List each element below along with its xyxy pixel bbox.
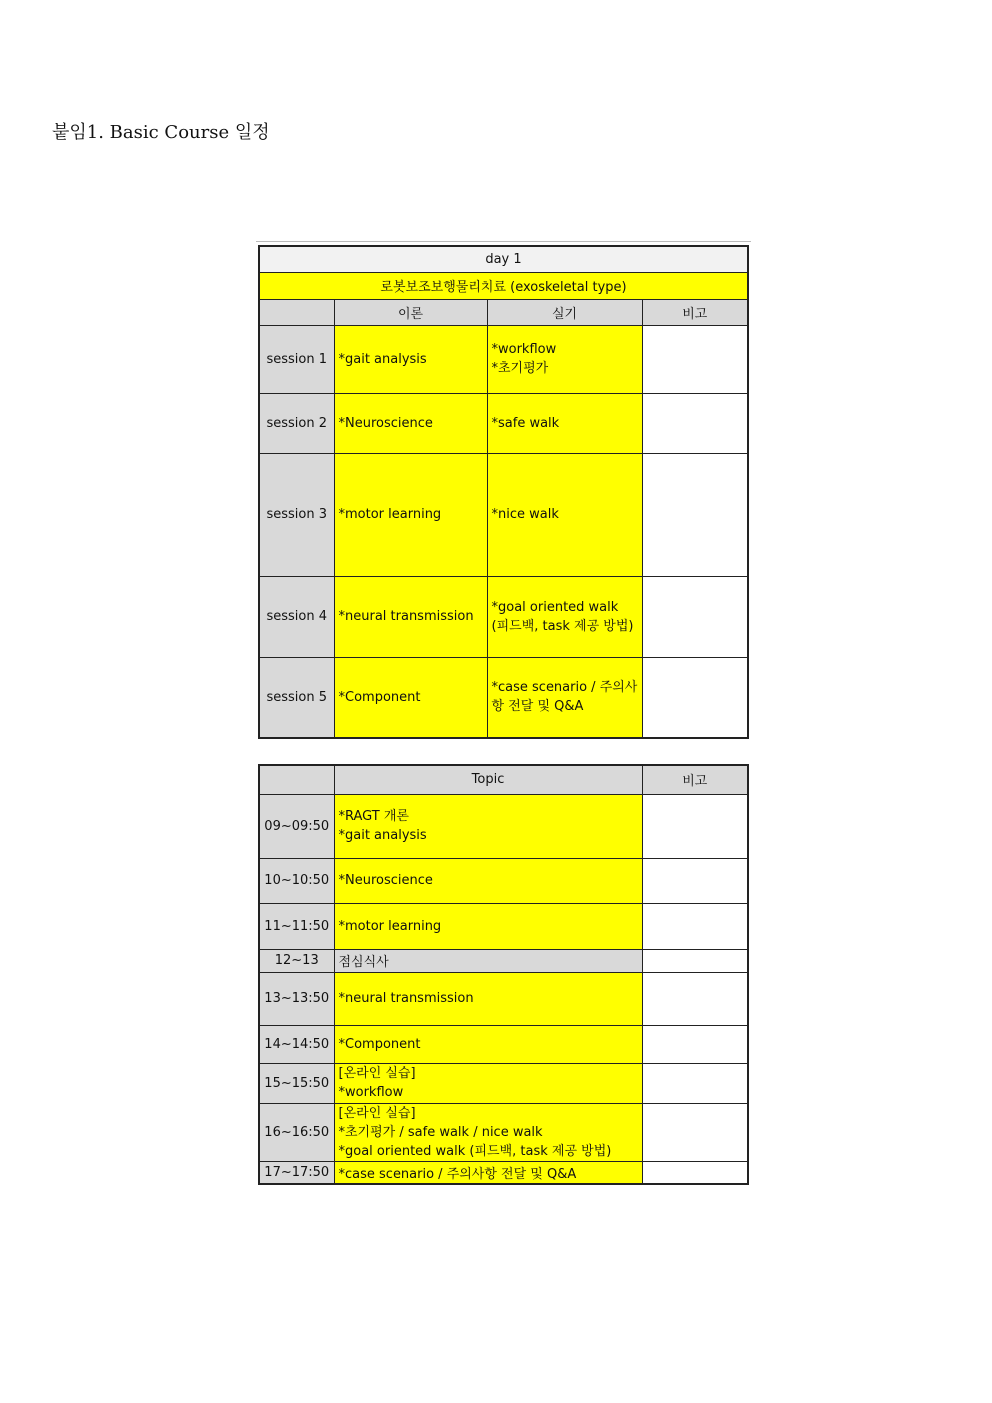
practice-cell — [487, 325, 642, 393]
session-label: session 2 — [259, 393, 334, 453]
practice-line: (피드백, task 제공 방법) — [491, 618, 634, 634]
topic-line: *goal oriented walk (피드백, task 제공 방법) — [338, 1143, 612, 1159]
time-row — [259, 1103, 748, 1161]
topic-line: [온라인 실습] — [338, 1105, 416, 1121]
theory-cell: *gait analysis — [334, 325, 487, 393]
topic-line: *gait analysis — [338, 828, 427, 843]
topic-cell — [334, 1103, 642, 1161]
theory-cell: *motor learning — [334, 453, 487, 576]
divider — [256, 241, 751, 242]
day-label: day 1 — [259, 246, 748, 272]
practice-line: 항 전달 및 Q&A — [491, 699, 584, 715]
session-row — [259, 453, 748, 576]
time-row — [259, 858, 748, 903]
note-cell — [642, 903, 748, 949]
note-cell — [642, 453, 748, 576]
day-row — [259, 246, 748, 272]
session-label: session 4 — [259, 576, 334, 657]
time-label: 13~13:50 — [259, 972, 334, 1025]
topic-line: *RAGT 개론 — [338, 809, 409, 824]
time-row — [259, 903, 748, 949]
topic-cell: *case scenario / 주의사항 전달 및 Q&A — [334, 1161, 642, 1184]
header-row — [259, 299, 748, 325]
theory-cell: *Component — [334, 657, 487, 738]
time-label: 15~15:50 — [259, 1063, 334, 1103]
practice-cell: *nice walk — [487, 453, 642, 576]
time-label: 16~16:50 — [259, 1103, 334, 1161]
note-cell — [642, 325, 748, 393]
session-row — [259, 657, 748, 738]
day-schedule-table — [258, 245, 749, 739]
note-cell — [642, 576, 748, 657]
header-topic: Topic — [334, 765, 642, 794]
time-row — [259, 972, 748, 1025]
header-note: 비고 — [642, 299, 748, 325]
practice-line: *goal oriented walk — [491, 599, 619, 615]
time-row — [259, 1161, 748, 1184]
topic-cell — [334, 794, 642, 858]
time-label: 12~13 — [259, 949, 334, 972]
session-label: session 3 — [259, 453, 334, 576]
note-cell — [642, 972, 748, 1025]
subtitle-row — [259, 272, 748, 299]
topic-cell: *Neuroscience — [334, 858, 642, 903]
note-cell — [642, 794, 748, 858]
topic-cell: *motor learning — [334, 903, 642, 949]
practice-cell — [487, 657, 642, 738]
time-label: 17~17:50 — [259, 1161, 334, 1184]
note-cell — [642, 949, 748, 972]
document-title: 붙임1. Basic Course 일정 — [52, 122, 270, 143]
time-row — [259, 1063, 748, 1103]
time-row — [259, 949, 748, 972]
course-subtitle: 로봇보조보행물리치료 (exoskeletal type) — [259, 272, 748, 299]
note-cell — [642, 858, 748, 903]
session-row — [259, 393, 748, 453]
topic-cell — [334, 1063, 642, 1103]
practice-cell: *safe walk — [487, 393, 642, 453]
session-label: session 1 — [259, 325, 334, 393]
time-schedule-table — [258, 764, 749, 1185]
topic-cell: *neural transmission — [334, 972, 642, 1025]
topic-cell: 점심식사 — [334, 949, 642, 972]
practice-line: *초기평가 — [491, 361, 549, 376]
note-cell — [642, 657, 748, 738]
topic-cell: *Component — [334, 1025, 642, 1063]
time-label: 11~11:50 — [259, 903, 334, 949]
topic-line: *workflow — [338, 1085, 404, 1100]
practice-line: *case scenario / 주의사 — [491, 680, 638, 696]
header-practice: 실기 — [487, 299, 642, 325]
time-label: 14~14:50 — [259, 1025, 334, 1063]
header-empty — [259, 299, 334, 325]
note-cell — [642, 1063, 748, 1103]
header-row — [259, 765, 748, 794]
topic-line: [온라인 실습] — [338, 1066, 416, 1081]
header-empty — [259, 765, 334, 794]
header-note: 비고 — [642, 765, 748, 794]
theory-cell: *Neuroscience — [334, 393, 487, 453]
topic-line: *초기평가 / safe walk / nice walk — [338, 1124, 543, 1140]
note-cell — [642, 393, 748, 453]
time-label: 10~10:50 — [259, 858, 334, 903]
session-label: session 5 — [259, 657, 334, 738]
practice-line: *workflow — [491, 342, 557, 357]
header-theory: 이론 — [334, 299, 487, 325]
session-row — [259, 325, 748, 393]
theory-cell: *neural transmission — [334, 576, 487, 657]
time-label: 09~09:50 — [259, 794, 334, 858]
practice-cell — [487, 576, 642, 657]
note-cell — [642, 1103, 748, 1161]
time-row — [259, 1025, 748, 1063]
note-cell — [642, 1025, 748, 1063]
note-cell — [642, 1161, 748, 1184]
time-row — [259, 794, 748, 858]
session-row — [259, 576, 748, 657]
